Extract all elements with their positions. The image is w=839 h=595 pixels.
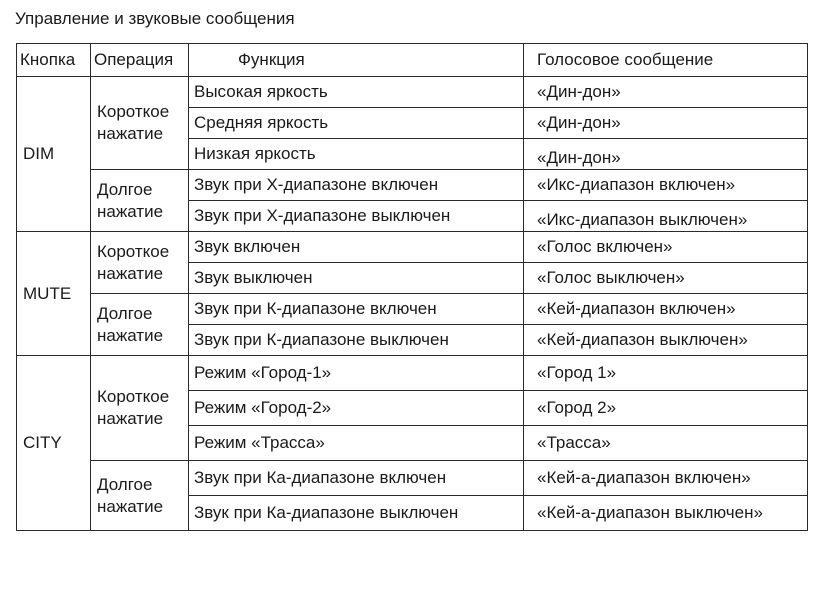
function-cell: Звук при Х-диапазоне выключен	[189, 201, 524, 232]
function-cell: Звук выключен	[189, 263, 524, 294]
function-cell: Низкая яркость	[189, 139, 524, 170]
operation-cell: Короткое нажатие	[91, 232, 189, 294]
voice-cell: «Дин-дон»	[524, 139, 808, 170]
function-cell: Режим «Город-2»	[189, 391, 524, 426]
voice-cell: «Икс-диапазон включен»	[524, 170, 808, 201]
table-row	[17, 232, 808, 263]
function-cell: Звук при Ка-диапазоне включен	[189, 461, 524, 496]
header-button: Кнопка	[17, 44, 91, 77]
header-operation: Операция	[91, 44, 189, 77]
operation-cell: Короткое нажатие	[91, 356, 189, 461]
table-row	[17, 77, 808, 108]
function-cell: Звук при К-диапазоне включен	[189, 294, 524, 325]
voice-cell: «Икс-диапазон выключен»	[524, 201, 808, 232]
operation-cell: Короткое нажатие	[91, 77, 189, 170]
voice-cell: «Голос выключен»	[524, 263, 808, 294]
header-voice-message: Голосовое сообщение	[524, 44, 808, 77]
table-row	[17, 170, 808, 201]
function-cell: Звук включен	[189, 232, 524, 263]
voice-cell: «Город 1»	[524, 356, 808, 391]
voice-cell: «Кей-а-диапазон выключен»	[524, 496, 808, 531]
function-cell: Звук при Х-диапазоне включен	[189, 170, 524, 201]
function-cell: Высокая яркость	[189, 77, 524, 108]
voice-cell: «Дин-дон»	[524, 108, 808, 139]
table-row	[17, 461, 808, 496]
button-cell-city: CITY	[17, 356, 91, 531]
table-header-row	[17, 44, 808, 77]
voice-cell: «Кей-диапазон выключен»	[524, 325, 808, 356]
voice-cell: «Кей-диапазон включен»	[524, 294, 808, 325]
button-cell-dim: DIM	[17, 77, 91, 232]
controls-table	[16, 43, 808, 531]
operation-cell: Долгое нажатие	[91, 461, 189, 531]
header-function: Функция	[189, 44, 524, 77]
table-row	[17, 294, 808, 325]
function-cell: Звук при Ка-диапазоне выключен	[189, 496, 524, 531]
operation-cell: Долгое нажатие	[91, 294, 189, 356]
page-title: Управление и звуковые сообщения	[15, 9, 295, 28]
voice-cell: «Голос включен»	[524, 232, 808, 263]
table-row	[17, 356, 808, 391]
operation-cell: Долгое нажатие	[91, 170, 189, 232]
function-cell: Средняя яркость	[189, 108, 524, 139]
voice-cell: «Кей-а-диапазон включен»	[524, 461, 808, 496]
function-cell: Режим «Трасса»	[189, 426, 524, 461]
function-cell: Режим «Город-1»	[189, 356, 524, 391]
voice-cell: «Трасса»	[524, 426, 808, 461]
button-cell-mute: MUTE	[17, 232, 91, 356]
voice-cell: «Дин-дон»	[524, 77, 808, 108]
function-cell: Звук при К-диапазоне выключен	[189, 325, 524, 356]
voice-cell: «Город 2»	[524, 391, 808, 426]
